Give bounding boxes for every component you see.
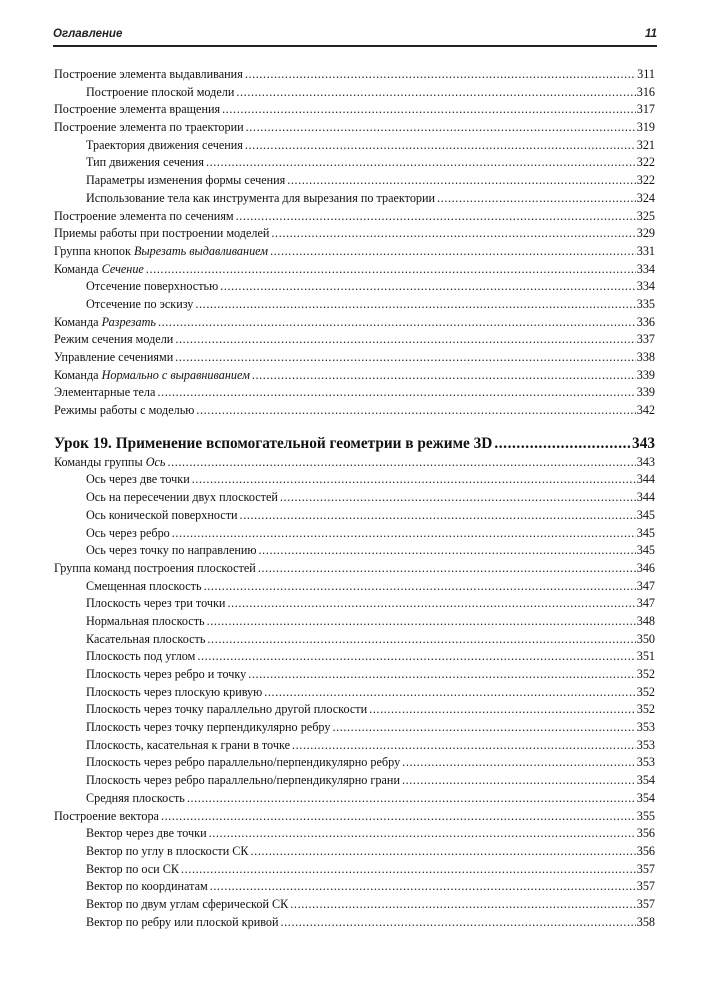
toc-entry: [54, 314, 655, 332]
toc-dot-leader: [210, 878, 636, 896]
toc-entry-title-text: Использование тела как инструмента для вырезания по траектории: [86, 190, 436, 205]
toc-entry: [54, 367, 655, 385]
toc-entry-page: 338: [636, 350, 655, 364]
toc-entry: [54, 560, 655, 578]
toc-entry: [54, 137, 655, 155]
toc-entry: [54, 843, 655, 861]
toc-entry-title: [86, 843, 249, 861]
toc-entry-page: 322: [636, 173, 655, 188]
toc-entry: [54, 578, 655, 596]
toc-entry-title-text: Плоскость, касательная к грани в точке: [86, 737, 290, 752]
toc-entry-title-text: Плоскость через плоскую кривую: [86, 684, 263, 699]
toc-dot-leader: [281, 914, 636, 932]
toc-entry: [54, 542, 655, 560]
toc-entry-title-text: Вектор по координатам: [86, 879, 208, 894]
toc-entry-title: [86, 154, 204, 172]
toc-entry-title-text: Команда: [54, 367, 102, 382]
toc-dot-leader: [227, 595, 635, 613]
toc-entry-page: 358: [636, 914, 655, 929]
toc-entry: [54, 172, 655, 190]
toc-entry-title-italic: Разрезать: [101, 314, 156, 329]
toc-entry-page: 331: [636, 243, 655, 258]
toc-entry-page: 350: [636, 631, 655, 646]
toc-entry: [54, 772, 655, 790]
toc-entry-title-italic: Ось: [145, 454, 166, 469]
toc-entry-title-text: Нормальная плоскость: [86, 613, 205, 628]
toc-dot-leader: [280, 489, 636, 507]
toc-dot-leader: [252, 367, 636, 385]
toc-dot-leader: [197, 648, 635, 666]
toc-entry-title: [86, 278, 218, 296]
toc-entry-title-text: Ось на пересечении двух плоскостей: [86, 490, 278, 505]
toc-dot-leader: [236, 208, 636, 226]
toc-entry: [54, 225, 655, 243]
toc-entry-page: 324: [636, 190, 655, 205]
toc-entry-title-text: Средняя плоскость: [86, 790, 185, 805]
toc-entry-page: 345: [636, 525, 655, 540]
toc-entry-page: 335: [636, 296, 655, 311]
toc-entry-title: [54, 560, 256, 578]
toc-lesson-entry: [54, 432, 655, 456]
toc-entry: [54, 595, 655, 613]
toc-entry-page: 321: [636, 137, 655, 152]
section-title: Оглавление: [53, 28, 123, 40]
toc-entry: [54, 349, 655, 367]
toc-entry: [54, 701, 655, 719]
toc-entry-page: 353: [636, 755, 655, 770]
toc-entry-page: 352: [636, 667, 655, 681]
toc-entry: [54, 402, 655, 420]
toc-entry-title-text: Команды группы: [54, 454, 146, 469]
toc-entry-title-text: Группа кнопок: [54, 243, 134, 258]
toc-entry-title: [54, 454, 165, 472]
toc-entry-title: [54, 349, 173, 367]
toc-entry: [54, 489, 655, 507]
toc-entry-page: 337: [636, 332, 655, 347]
toc-entry: [54, 878, 655, 896]
toc-entry-page: 325: [636, 208, 655, 223]
toc-entry-title-text: Вектор по двум углам сферической СК: [86, 896, 289, 911]
toc-entry-page: 346: [636, 560, 655, 575]
toc-dot-leader: [167, 454, 635, 472]
toc-entry-title-text: Приемы работы при построении моделей: [54, 226, 270, 241]
toc-entry-title: [54, 331, 173, 349]
toc-entry-title-text: Плоскость под углом: [86, 649, 196, 664]
toc-entry-page: 339: [636, 385, 655, 400]
toc-dot-leader: [264, 684, 635, 702]
toc-entry-page: 356: [636, 826, 655, 841]
toc-dot-leader: [369, 701, 636, 719]
toc-dot-leader: [220, 278, 636, 296]
toc-dot-leader: [207, 631, 635, 649]
toc-entry-title-text: Смещенная плоскость: [86, 578, 202, 593]
toc-entry-title: [86, 896, 288, 914]
toc-dot-leader: [246, 119, 636, 137]
toc-entry-page: 353: [636, 720, 655, 735]
toc-dot-leader: [259, 542, 636, 560]
toc-entry-title: [86, 825, 207, 843]
toc-entry-title: [54, 119, 244, 137]
toc-entry: [54, 631, 655, 649]
toc-entry-title-text: Построение элемента вращения: [54, 102, 221, 117]
toc-entry-title: [54, 314, 156, 332]
toc-entry-title-text: Параметры изменения формы сечения: [86, 173, 286, 188]
toc-entry-page: 334: [636, 261, 655, 276]
toc-dot-leader: [175, 349, 635, 367]
toc-entry-title: [86, 790, 185, 808]
toc-entry-title-text: Вектор через две точки: [86, 826, 207, 841]
toc-entry-title-text: Построение плоской модели: [86, 84, 235, 99]
toc-entry: [54, 737, 655, 755]
toc-entry-title-text: Команда: [54, 314, 102, 329]
toc-entry-title-text: Плоскость через ребро параллельно/перпендикулярно грани: [86, 773, 400, 788]
toc-entry-title: [86, 471, 190, 489]
toc-entry-page: 352: [636, 684, 655, 699]
toc-entry-title-text: Построение элемента выдавливания: [54, 67, 243, 81]
toc-entry: [54, 190, 655, 208]
toc-entry-title-text: Построение элемента по сечениям: [54, 208, 234, 223]
toc-entry-title: [54, 243, 268, 261]
toc-entry-title-text: Группа команд построения плоскостей: [54, 560, 256, 575]
toc-entry-page: 334: [636, 279, 655, 294]
toc-entry-title: [86, 84, 234, 102]
toc-dot-leader: [402, 772, 636, 790]
toc-entry-page: 353: [636, 737, 655, 752]
toc-entry: [54, 754, 655, 772]
toc-entry-page: 311: [637, 67, 655, 81]
toc-entry: [54, 296, 655, 314]
table-of-contents: [54, 66, 655, 931]
toc-dot-leader: [236, 84, 635, 102]
toc-entry: [54, 648, 655, 666]
toc-entry: [54, 808, 655, 826]
toc-entry-title: [86, 719, 330, 737]
toc-entry-page: 356: [636, 843, 655, 858]
toc-entry-title: [54, 384, 155, 402]
toc-entry-page: 339: [636, 367, 655, 382]
toc-entry-title: [86, 914, 279, 932]
toc-dot-leader: [240, 507, 636, 525]
toc-entry: [54, 719, 655, 737]
toc-entry: [54, 684, 655, 702]
toc-dot-leader: [209, 825, 636, 843]
toc-entry: [54, 331, 655, 349]
toc-entry: [54, 278, 655, 296]
toc-entry-title-italic: Нормально с выравниванием: [101, 367, 250, 382]
toc-entry-page: 347: [636, 578, 655, 593]
toc-entry-title-text: Ось через ребро: [86, 525, 170, 540]
toc-entry-title-text: Ось через две точки: [86, 472, 190, 487]
toc-entry-title-text: Плоскость через три точки: [86, 596, 226, 611]
page-number: 11: [645, 28, 657, 40]
toc-entry-title: [86, 578, 202, 596]
toc-entry: [54, 471, 655, 489]
toc-entry-title: [86, 595, 225, 613]
toc-entry: [54, 261, 655, 279]
toc-dot-leader: [172, 525, 636, 543]
toc-entry-title: [54, 367, 250, 385]
toc-entry-title: [54, 261, 144, 279]
toc-dot-leader: [158, 314, 636, 332]
toc-dot-leader: [195, 296, 635, 314]
toc-entry-title: [86, 507, 238, 525]
toc-entry-title: [86, 172, 285, 190]
toc-entry-title: [86, 525, 170, 543]
toc-entry: [54, 914, 655, 932]
toc-entry-title: [86, 648, 195, 666]
toc-entry: [54, 825, 655, 843]
toc-dot-leader: [258, 560, 636, 578]
toc-entry-title-text: Вектор по оси СК: [86, 861, 179, 876]
toc-entry-title-text: Ось через точку по направлению: [86, 543, 257, 558]
toc-entry: [54, 507, 655, 525]
toc-entry-title-text: Управление сечениями: [54, 350, 174, 364]
toc-entry-title-text: Построение вектора: [54, 808, 159, 823]
toc-dot-leader: [287, 172, 635, 190]
toc-entry-title-text: Вектор по углу в плоскости СК: [86, 843, 249, 858]
toc-entry: [54, 613, 655, 631]
toc-entry-page: 344: [636, 472, 655, 487]
toc-entry: [54, 861, 655, 879]
toc-entry-page: 319: [636, 120, 655, 135]
toc-entry-page: 354: [636, 790, 655, 805]
toc-entry-page: 317: [636, 102, 655, 117]
toc-entry-page: 329: [636, 226, 655, 241]
toc-entry-title: [86, 489, 278, 507]
toc-entry: [54, 525, 655, 543]
toc-entry-title-text: Плоскость через точку параллельно другой плоскости: [86, 702, 368, 717]
toc-dot-leader: [402, 754, 636, 772]
toc-entry-title: [86, 737, 290, 755]
toc-entry: [54, 154, 655, 172]
toc-entry-page: 342: [636, 403, 655, 418]
toc-dot-leader: [175, 331, 635, 349]
toc-entry-page: 352: [636, 702, 655, 717]
toc-entry: [54, 208, 655, 226]
toc-dot-leader: [196, 402, 635, 420]
toc-entry-title-text: Отсечение поверхностью: [86, 279, 219, 294]
toc-entry-title: [54, 402, 194, 420]
toc-dot-leader: [206, 154, 636, 172]
toc-entry-title-text: Урок 19. Применение вспомогательной геометрии в режиме 3D: [54, 434, 493, 452]
toc-entry-title: [86, 754, 400, 772]
toc-entry-title-text: Касательная плоскость: [86, 631, 206, 646]
toc-entry-title-text: Режим сечения модели: [54, 332, 174, 347]
toc-entry: [54, 84, 655, 102]
toc-dot-leader: [292, 737, 636, 755]
toc-entry-title: [86, 190, 435, 208]
toc-entry-page: 316: [636, 84, 655, 99]
toc-dot-leader: [270, 243, 636, 261]
toc-entry-page: 357: [636, 879, 655, 894]
toc-entry: [54, 454, 655, 472]
header-rule: [53, 45, 657, 47]
toc-dot-leader: [161, 808, 636, 826]
running-header: [53, 28, 657, 44]
toc-dot-leader: [248, 666, 636, 684]
toc-entry-page: 348: [636, 613, 655, 628]
toc-entry-title-text: Ось конической поверхности: [86, 507, 238, 522]
toc-entry: [54, 384, 655, 402]
toc-entry-title: [54, 101, 220, 119]
toc-dot-leader: [437, 190, 636, 208]
toc-entry: [54, 66, 655, 84]
toc-entry: [54, 119, 655, 137]
toc-entry-title-text: Команда: [54, 261, 102, 276]
toc-dot-leader: [332, 719, 635, 737]
toc-entry-title-text: Режимы работы с моделью: [54, 403, 195, 418]
toc-entry-page: 354: [636, 773, 655, 788]
toc-dot-leader: [245, 66, 636, 84]
toc-dot-leader: [204, 578, 636, 596]
toc-entry-title-text: Элементарные тела: [54, 385, 156, 400]
toc-entry-title: [54, 208, 234, 226]
toc-entry-page: 322: [636, 155, 655, 170]
toc-entry-title-text: Отсечение по эскизу: [86, 296, 194, 311]
toc-entry-title-text: Плоскость через точку перпендикулярно ребру: [86, 720, 331, 735]
toc-entry: [54, 666, 655, 684]
toc-entry-title-text: Тип движения сечения: [86, 155, 204, 170]
toc-entry-page: 357: [636, 861, 655, 876]
toc-dot-leader: [271, 225, 635, 243]
toc-dot-leader: [207, 613, 636, 631]
toc-entry: [54, 101, 655, 119]
toc-entry-page: 336: [636, 314, 655, 329]
toc-entry-page: 343: [636, 454, 655, 469]
toc-entry-title-text: Плоскость через ребро и точку: [86, 667, 247, 681]
toc-entry-title: [86, 772, 400, 790]
toc-entry-title: [86, 631, 205, 649]
toc-dot-leader: [245, 137, 636, 155]
toc-entry-title: [86, 542, 257, 560]
toc-entry-page: 355: [636, 808, 655, 823]
toc-dot-leader: [192, 471, 636, 489]
toc-entry-page: 343: [632, 434, 655, 452]
toc-dot-leader: [181, 861, 636, 879]
toc-entry-title: [86, 684, 262, 702]
toc-entry-page: 344: [636, 490, 655, 505]
toc-entry-page: 351: [636, 649, 655, 664]
toc-entry-title: [86, 878, 208, 896]
toc-entry: [54, 896, 655, 914]
toc-entry-title: [86, 613, 205, 631]
toc-entry-page: 345: [636, 543, 655, 558]
toc-entry-title: [54, 225, 269, 243]
toc-entry-title: [86, 701, 367, 719]
toc-dot-leader: [157, 384, 635, 402]
toc-entry-title: [54, 808, 159, 826]
toc-entry-title-text: Построение элемента по траектории: [54, 120, 244, 135]
toc-dot-leader: [290, 896, 635, 914]
toc-entry-title: [54, 432, 492, 456]
toc-entry-title-text: Траектория движения сечения: [86, 137, 243, 152]
toc-entry-title: [86, 666, 246, 684]
toc-dot-leader: [251, 843, 636, 861]
toc-entry-title-text: Вектор по ребру или плоской кривой: [86, 914, 279, 929]
toc-dot-leader: [187, 790, 636, 808]
toc-entry-title: [86, 861, 179, 879]
toc-dot-leader: [146, 261, 636, 279]
toc-entry-page: 345: [636, 507, 655, 522]
toc-entry-page: 357: [636, 896, 655, 911]
toc-entry-title: [86, 137, 243, 155]
toc-entry-title-italic: Вырезать выдавливанием: [133, 243, 269, 258]
toc-entry-title-text: Плоскость через ребро параллельно/перпендикулярно ребру: [86, 755, 401, 770]
toc-entry-title: [86, 296, 193, 314]
toc-entry-title-italic: Сечение: [101, 261, 144, 276]
toc-entry: [54, 243, 655, 261]
toc-entry: [54, 790, 655, 808]
toc-dot-leader: [222, 101, 636, 119]
toc-entry-page: 347: [636, 596, 655, 611]
toc-entry-title: [54, 66, 243, 84]
toc-dot-leader: [494, 432, 631, 456]
